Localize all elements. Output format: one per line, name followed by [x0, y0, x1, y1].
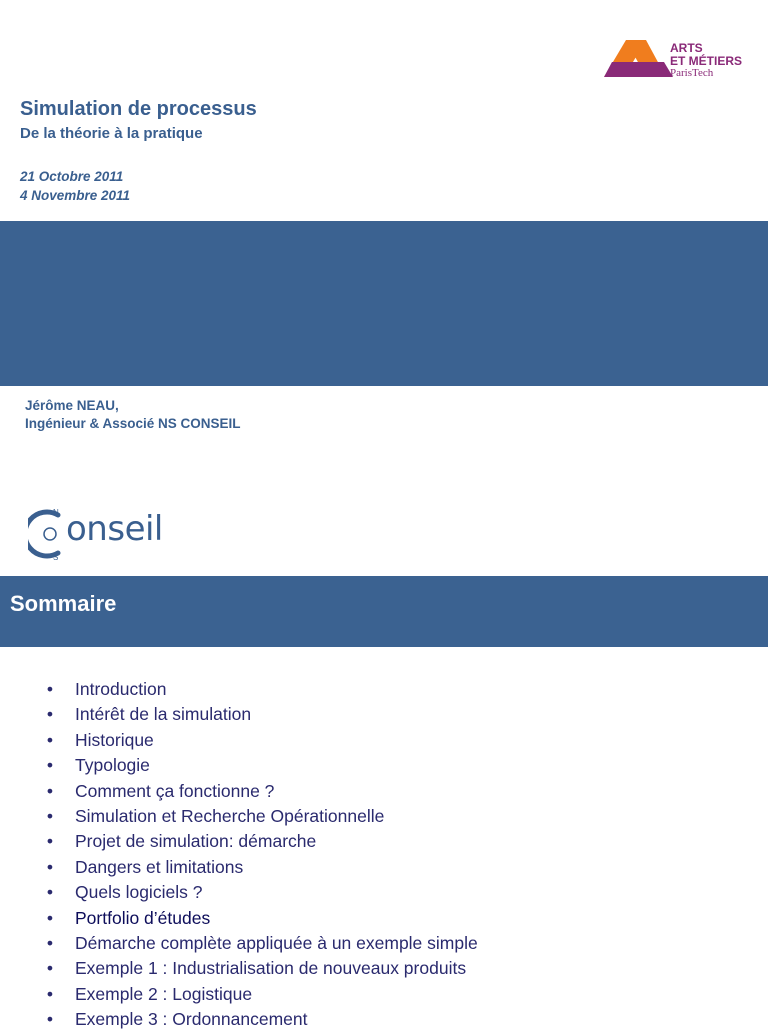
arts-et-metiers-logo	[604, 40, 756, 80]
toc-item-label: Exemple 2 : Logistique	[75, 983, 253, 1004]
toc-item	[44, 880, 478, 905]
logo-letter-s: S	[53, 553, 59, 562]
bullet: •	[46, 729, 54, 750]
table-of-contents	[44, 677, 478, 1032]
presentation-title: Simulation de processus	[20, 98, 257, 120]
toc-item	[44, 982, 478, 1007]
toc-item-label: Intérêt de la simulation	[75, 704, 252, 725]
presentation-subtitle: De la théorie à la pratique	[20, 125, 203, 142]
bullet: •	[46, 805, 54, 826]
sommaire-title: Sommaire	[10, 591, 117, 616]
bullet: •	[46, 983, 54, 1004]
bullet: •	[46, 907, 54, 928]
toc-item-label: Exemple 3 : Ordonnancement	[75, 1009, 308, 1030]
toc-item	[44, 677, 478, 702]
bullet: •	[46, 780, 54, 801]
logo-line-2: ET MÉTIERS	[670, 54, 743, 68]
date-2: 4 Novembre 2011	[20, 188, 131, 203]
toc-item-label: Dangers et limitations	[75, 856, 244, 877]
toc-item	[44, 753, 478, 778]
toc-item	[44, 931, 478, 956]
toc-item	[44, 906, 478, 931]
bullet: •	[46, 958, 54, 979]
bullet: •	[46, 932, 54, 953]
toc-item	[44, 702, 478, 727]
toc-item-label: Exemple 1 : Industrialisation de nouveaux produits	[75, 958, 467, 979]
toc-item	[44, 804, 478, 829]
bullet: •	[46, 704, 54, 725]
ns-conseil-logo-text: onseil	[66, 509, 163, 549]
toc-item	[44, 779, 478, 804]
toc-item-label: Démarche complète appliquée à un exemple simple	[75, 932, 478, 953]
bullet: •	[46, 831, 54, 852]
logo-line-3: ParisTech	[670, 67, 714, 79]
date-1: 21 Octobre 2011	[20, 169, 124, 184]
bullet: •	[46, 856, 54, 877]
toc-item	[44, 855, 478, 880]
bullet: •	[46, 755, 54, 776]
author-role: Ingénieur & Associé NS CONSEIL	[25, 416, 241, 431]
toc-item-label: Historique	[75, 729, 154, 750]
toc-item-label: Quels logiciels ?	[75, 882, 203, 903]
toc-item-label: Typologie	[75, 755, 150, 776]
bullet: •	[46, 1009, 54, 1030]
toc-item	[44, 1007, 478, 1032]
toc-item	[44, 728, 478, 753]
bullet: •	[46, 882, 54, 903]
toc-item	[44, 956, 478, 981]
logo-line-1: ARTS	[670, 41, 703, 55]
logo-letter-n: N	[53, 508, 59, 517]
toc-item-label: Portfolio d’études	[75, 907, 211, 928]
toc-item-label: Simulation et Recherche Opérationnelle	[75, 805, 385, 826]
toc-item-label: Projet de simulation: démarche	[75, 831, 317, 852]
title-band	[0, 221, 768, 386]
toc-item-label: Introduction	[75, 679, 167, 699]
author-name: Jérôme NEAU,	[25, 398, 119, 413]
bullet: •	[46, 679, 54, 699]
toc-item	[44, 829, 478, 854]
toc-item-label: Comment ça fonctionne ?	[75, 780, 275, 801]
